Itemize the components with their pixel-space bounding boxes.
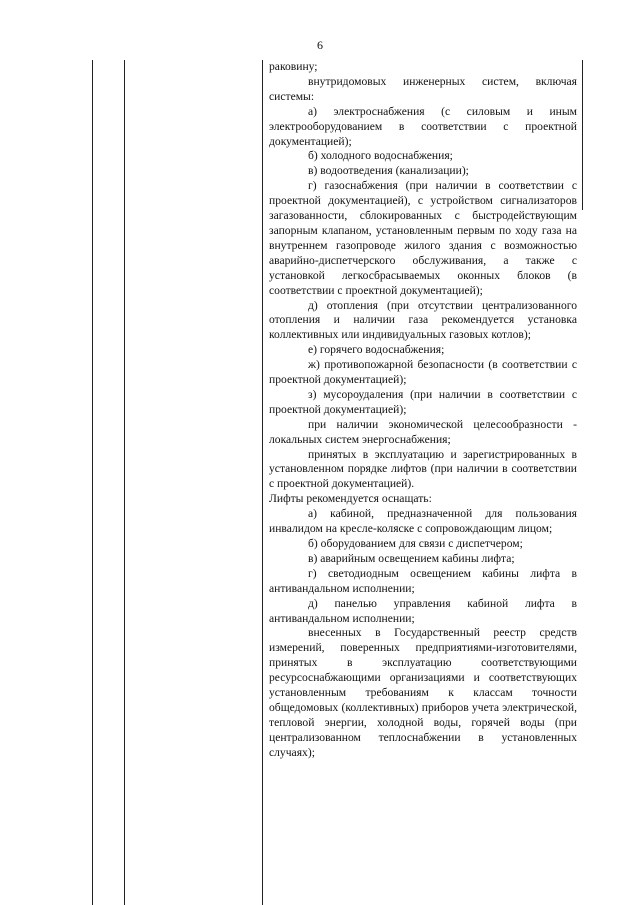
- paragraph: а) кабиной, предназначенной для пользования инвалидом на кресле-коляске с сопровождающим лицом;: [269, 507, 577, 536]
- paragraph: е) горячего водоснабжения;: [308, 343, 445, 357]
- paragraph: в) водоотведения (канализации);: [308, 164, 469, 178]
- paragraph: раковину;: [269, 60, 318, 73]
- paragraph: при наличии экономической целесообразности - локальных систем энергоснабжения;: [269, 417, 577, 446]
- paragraph: г) газоснабжения (при наличии в соответствии с проектной документацией), с устройством сигнализаторов загазованности, сблокированных с быстродействующим запорным клапаном, установленным первым по ходу газа на внутреннем газопроводе жилого здания с возможностью аварийно-диспетчерского обслуживания, а также с установкой легкосбрасываемых оконных блоков (в соответствии с проектной документацией);: [269, 179, 577, 297]
- table-border-right: [582, 60, 583, 210]
- paragraph: в) аварийным освещением кабины лифта;: [308, 551, 515, 565]
- table-column-divider-2: [262, 60, 263, 905]
- table-text-cell: [269, 60, 577, 761]
- paragraph: а) электроснабжения (с силовым и иным электрооборудованием в соответствии с проектной документацией);: [269, 104, 577, 148]
- table-border-left: [92, 60, 93, 905]
- paragraph: б) холодного водоснабжения;: [308, 149, 453, 163]
- paragraph: ж) противопожарной безопасности (в соответствии с проектной документацией);: [269, 358, 577, 387]
- paragraph: г) светодиодным освещением кабины лифта в антивандальном исполнении;: [269, 566, 577, 595]
- table-column-divider-1: [124, 60, 125, 905]
- paragraph: внутридомовых инженерных систем, включая системы:: [269, 74, 577, 103]
- paragraph: з) мусороудаления (при наличии в соответствии с проектной документацией);: [269, 387, 577, 416]
- page-number: 6: [317, 38, 323, 52]
- paragraph: внесенных в Государственный реестр средств измерений, поверенных предприятиями-изготовителями, принятых в эксплуатацию соответствующими ресурсоснабжающими организациями и соответствующих установленным требованиям к классам точности общедомовых (коллективных) приборов учета электрической, тепловой энергии, холодной воды, горячей воды (при централизованном теплоснабжении в установленных случаях);: [269, 626, 577, 759]
- paragraph: д) отопления (при отсутствии централизованного отопления и наличии газа рекомендуется установка коллективных или индивидуальных газовых котлов);: [269, 298, 577, 342]
- paragraph: Лифты рекомендуется оснащать:: [269, 492, 432, 506]
- paragraph: б) оборудованием для связи с диспетчером;: [308, 537, 523, 550]
- paragraph: д) панелью управления кабиной лифта в антивандальном исполнении;: [269, 596, 577, 625]
- paragraph: принятых в эксплуатацию и зарегистрированных в установленном порядке лифтов (при наличии в соответствии с проектной документацией).: [269, 447, 577, 491]
